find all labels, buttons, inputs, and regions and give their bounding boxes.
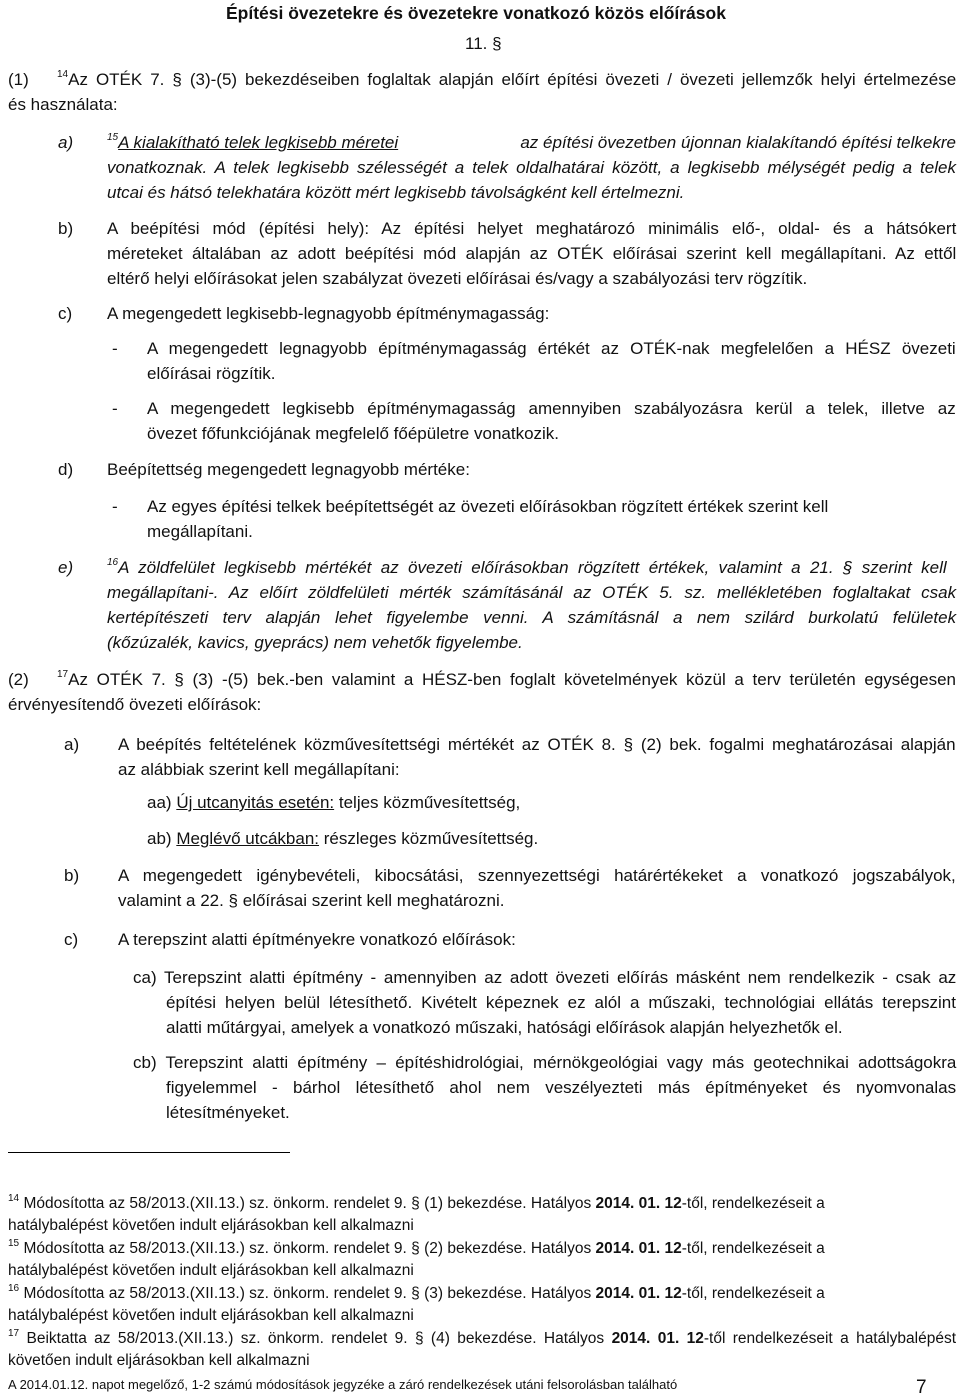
paragraph-2-line-1: $^{17}$Az OTÉK 7. § (3) -(5) bek.-ben valamint a HÉSZ-ben foglalt követelmények közül a terv területén egységesen: [57, 669, 957, 689]
page-title: Építési övezetekre és övezetekre vonatkozó közös előírások: [226, 3, 726, 23]
item-d-sub-1-line-2: megállapítani.: [147, 522, 253, 541]
page-number: 7: [916, 1377, 927, 1398]
paragraph-2-line-2: érvényesítendő övezeti előírások:: [8, 695, 262, 714]
item-cb-line-1: cb) Terepszint alatti építmény – építéshidrológiai, mérnökgeológiai vagy más geotechnikai adottságokra: [133, 1053, 957, 1072]
footnote-16-line-1: $^{16}$ Módosította az 58/2013.(XII.13.) sz. önkorm. rendelet 9. § (3) bekezdése. Hatályos 2014. 01. 12-től, rendelkezéseit a: [8, 1282, 825, 1302]
item-d-line-1: Beépítettség megengedett legnagyobb mértéke:: [107, 460, 470, 479]
item-e-line-4: (kőzúzalék, kavics, gyeprács) nem vehetők figyelembe.: [107, 633, 523, 652]
item-e-label: e): [58, 558, 74, 577]
item-2b-line-1: A megengedett igénybevételi, kibocsátási, szennyezettségi határértékeket a vonatkozó jogszabályok,: [118, 866, 956, 885]
footnote-15-line-2: hatálybalépést követően indult eljárásokban kell alkalmazni: [8, 1262, 414, 1279]
item-2a-line-1: A beépítés feltételének közművesítettségi mértékét az OTÉK 8. § (2) bek. fogalmi meghatározásai alapján: [118, 735, 956, 754]
item-c-label: c): [58, 304, 73, 323]
item-a-line-3: utcai és hátsó telekhatára között mért legkisebb távolságként kell értelmezni.: [107, 183, 685, 202]
item-2b-label: b): [64, 866, 80, 885]
item-c-sub-1-line-2: előírásai rögzítik.: [147, 364, 276, 383]
paragraph-1-line-1: $^{14}$Az OTÉK 7. § (3)-(5) bekezdéseiben foglaltak alapján előírt építési övezeti / övezeti jellemzők helyi értelmezése: [57, 69, 957, 89]
footnote-ref: 16: [107, 557, 119, 569]
item-a-line-2: vonatkoznak. A telek legkisebb szélességét a telek oldalhatárai között, a legkisebb mélységét pedig a telek: [107, 158, 956, 177]
footnote-14-line-2: hatálybalépést követően indult eljárásokban kell alkalmazni: [8, 1217, 414, 1234]
paragraph-1-line-2: és használata:: [8, 95, 118, 114]
section-number: 11. §: [465, 34, 502, 53]
footnote-17-line-2: követően indult eljárásokban kell alkalmazni: [8, 1352, 310, 1369]
footnote-ref: 17: [57, 669, 69, 681]
item-2c-line-1: A terepszint alatti építményekre vonatkozó előírások:: [118, 930, 516, 949]
dash-bullet: -: [112, 399, 118, 418]
item-d-sub-1-line-1: Az egyes építési telkek beépítettségét az övezeti előírásokban rögzített értékek szerint kell: [147, 497, 829, 516]
item-e-line-2: megállapítani-. Az előírt zöldfelületi mérték számításánál az OTÉK 5. sz. mellékletében foglaltakat csak: [107, 583, 957, 602]
footnote-ref: 15: [107, 132, 119, 144]
item-2b-line-2: valamint a 22. § előírásai szerint kell meghatározni.: [118, 891, 505, 910]
item-2c-label: c): [64, 930, 79, 949]
item-cb-line-2: figyelemmel - bárhol létesíthető ahol nem veszélyezteti más építményeket és nyomvonalas: [166, 1078, 957, 1097]
item-ca-line-3: alatti műtárgyai, amelyek a vonatkozó műszaki, hatósági előírások alapján helyezhetők el.: [166, 1018, 843, 1037]
item-ab: ab) Meglévő utcákban: részleges közművesítettség.: [147, 829, 539, 848]
item-c-sub-1-line-1: A megengedett legnagyobb építménymagasság értékét az OTÉK-nak megfelelően a HÉSZ övezeti: [147, 339, 956, 358]
footnote-ref: 14: [57, 69, 69, 81]
footnote-separator: [8, 1152, 290, 1153]
footnote-15-line-1: $^{15}$ Módosította az 58/2013.(XII.13.) sz. önkorm. rendelet 9. § (2) bekezdése. Hatályos 2014. 01. 12-től, rendelkezéseit a: [8, 1237, 825, 1257]
page-footer-note: A 2014.01.12. napot megelőző, 1-2 számú módosítások jegyzéke a záró rendelkezések utáni felsorolásban található: [8, 1377, 678, 1392]
footnote-17-line-1: $^{17}$ Beiktatta az 58/2013.(XII.13.) sz. önkorm. rendelet 9. § (4) bekezdése. Hatályos 2014. 01. 12-től rendelkezéseit a hatálybalépést: [8, 1327, 957, 1347]
item-c-line-1: A megengedett legkisebb-legnagyobb építménymagasság:: [107, 304, 550, 323]
item-a-label: a): [58, 133, 74, 152]
item-b-line-1: A beépítési mód (építési hely): Az építési helyet meghatározó minimális elő-, oldal- és a hátsókert: [107, 219, 957, 238]
footnote-16-line-2: hatálybalépést követően indult eljárásokban kell alkalmazni: [8, 1307, 414, 1324]
item-e-line-1: $^{16}$A zöldfelület legkisebb mértékét az övezeti előírásokban rögzített értékek, valamint a 21. § szerint kell: [107, 557, 947, 577]
item-c-sub-2-line-1: A megengedett legkisebb építménymagasság amennyiben szabályozásra kerül a telek, illetve az: [147, 399, 956, 418]
paragraph-2-number: (2): [8, 670, 29, 689]
item-b-line-2: méreteket általában az adott beépítési mód alapján az OTÉK előírásai szerint kell megállapítani. Az ettől: [107, 244, 957, 263]
dash-bullet: -: [112, 497, 118, 516]
item-cb-line-3: létesítményeket.: [166, 1103, 290, 1122]
item-a-line-1: $^{15}$A kialakítható telek legkisebb méretei az építési övezetben újonnan kialakítandó építési telkekre: [107, 132, 956, 152]
item-ca-line-2: építési helyen belül létesíthető. Kivételt képeznek ez alól a műszaki, technológiai ellátás terepszint: [166, 993, 956, 1012]
footnote-14-line-1: $^{14}$ Módosította az 58/2013.(XII.13.) sz. önkorm. rendelet 9. § (1) bekezdése. Hatályos 2014. 01. 12-től, rendelkezéseit a: [8, 1192, 825, 1212]
item-ca-line-1: ca) Terepszint alatti építmény - amennyiben az adott övezeti előírás másként nem rendelkezik - csak az: [133, 968, 957, 987]
item-2a-label: a): [64, 735, 80, 754]
paragraph-1-number: (1): [8, 70, 29, 89]
item-e-line-3: kertépítészeti terv alapján lehet figyelembe venni. A számításnál a nem szilárd burkolatú felületek: [107, 608, 957, 627]
item-aa: aa) Új utcanyitás esetén: teljes közművesítettség,: [147, 793, 521, 812]
item-c-sub-2-line-2: övezet főfunkciójának megfelelő főépületre vonatkozik.: [147, 424, 560, 443]
item-b-label: b): [58, 219, 74, 238]
item-d-label: d): [58, 460, 74, 479]
dash-bullet: -: [112, 339, 118, 358]
item-2a-line-2: az alábbiak szerint kell megállapítani:: [118, 760, 400, 779]
item-b-line-3: eltérő helyi előírásokat jelen szabályzat övezeti előírásai és/vagy a szabályozási terv rögzítik.: [107, 269, 808, 288]
